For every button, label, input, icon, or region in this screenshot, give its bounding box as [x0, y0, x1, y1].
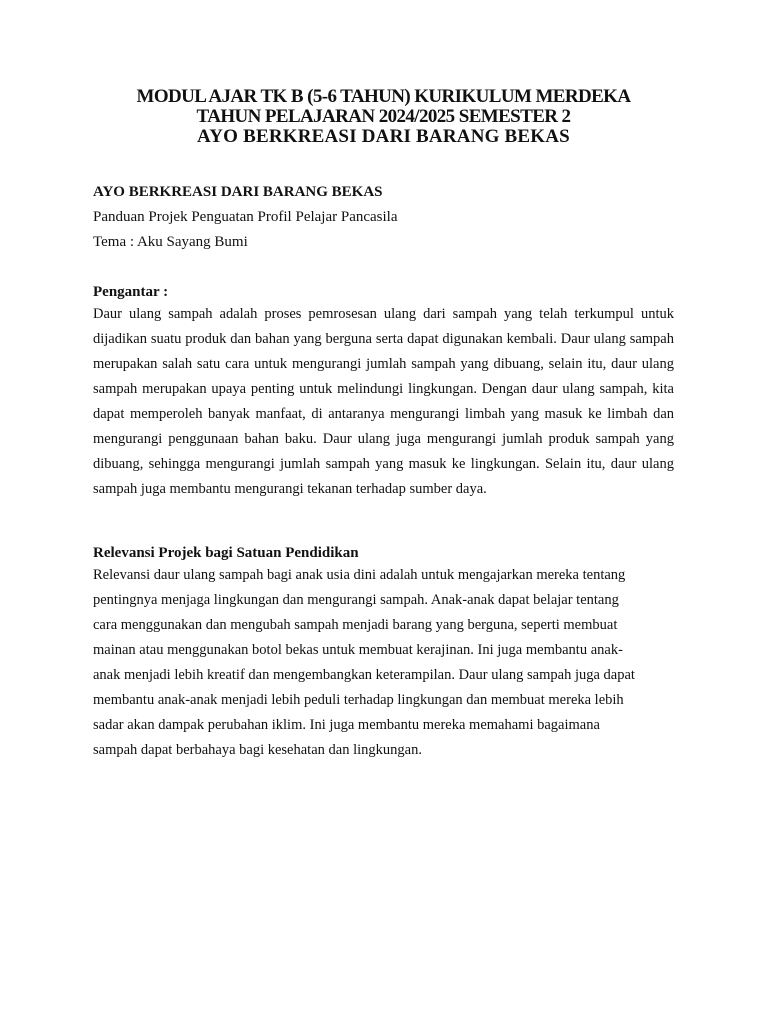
- title-line: TAHUN PELAJARAN 2024/2025 SEMESTER 2: [196, 106, 571, 127]
- paragraph-line: Relevansi daur ulang sampah bagi anak usia dini adalah untuk mengajarkan mereka tentang: [93, 567, 626, 583]
- paragraph-line: mainan atau menggunakan botol bekas untuk membuat kerajinan. Ini juga membantu anak-: [93, 642, 623, 658]
- intro-heading: Pengantar :: [93, 284, 169, 300]
- title-line: AYO BERKREASI DARI BARANG BEKAS: [197, 126, 570, 147]
- theme-line: Tema : Aku Sayang Bumi: [93, 234, 248, 250]
- paragraph-line: pentingnya menjaga lingkungan dan mengurangi sampah. Anak-anak dapat belajar tentang: [93, 592, 619, 608]
- paragraph-line: sampah dapat berbahaya bagi kesehatan dan lingkungan.: [93, 742, 422, 758]
- guide-line: Panduan Projek Penguatan Profil Pelajar Pancasila: [93, 209, 398, 225]
- relevance-paragraph: [93, 563, 674, 763]
- document-title: [93, 87, 674, 147]
- paragraph-line: cara menggunakan dan mengubah sampah menjadi barang yang berguna, seperti membuat: [93, 617, 618, 633]
- project-heading: AYO BERKREASI DARI BARANG BEKAS: [93, 184, 383, 200]
- paragraph-line: membantu anak-anak menjadi lebih peduli terhadap lingkungan dan membuat mereka lebih: [93, 692, 624, 708]
- paragraph-line: sadar akan dampak perubahan iklim. Ini juga membantu mereka memahami bagaimana: [93, 717, 600, 733]
- document-page: [93, 87, 674, 763]
- intro-paragraph: Daur ulang sampah adalah proses pemrosesan ulang dari sampah yang telah terkumpul untuk dijadikan suatu produk dan bahan yang berguna serta dapat digunakan kembali. Daur ulang sampah merupakan salah satu cara untuk mengurangi jumlah sampah yang dibuang, selain itu, daur ulang sampah merupakan upaya penting untuk melindungi lingkungan. Dengan daur ulang sampah, kita dapat memperoleh banyak manfaat, di antaranya mengurangi limbah yang masuk ke limbah dan mengurangi penggunaan bahan baku. Daur ulang juga mengurangi jumlah produk sampah yang dibuang, sehingga mengurangi jumlah sampah yang masuk ke lingkungan. Selain itu, daur ulang sampah juga membantu mengurangi tekanan terhadap sumber daya.: [93, 306, 674, 497]
- paragraph-line: anak menjadi lebih kreatif dan mengembangkan keterampilan. Daur ulang sampah juga dapat: [93, 667, 635, 683]
- relevance-heading: Relevansi Projek bagi Satuan Pendidikan: [93, 545, 359, 561]
- title-line: MODUL AJAR TK B (5-6 TAHUN) KURIKULUM MERDEKA: [136, 86, 631, 107]
